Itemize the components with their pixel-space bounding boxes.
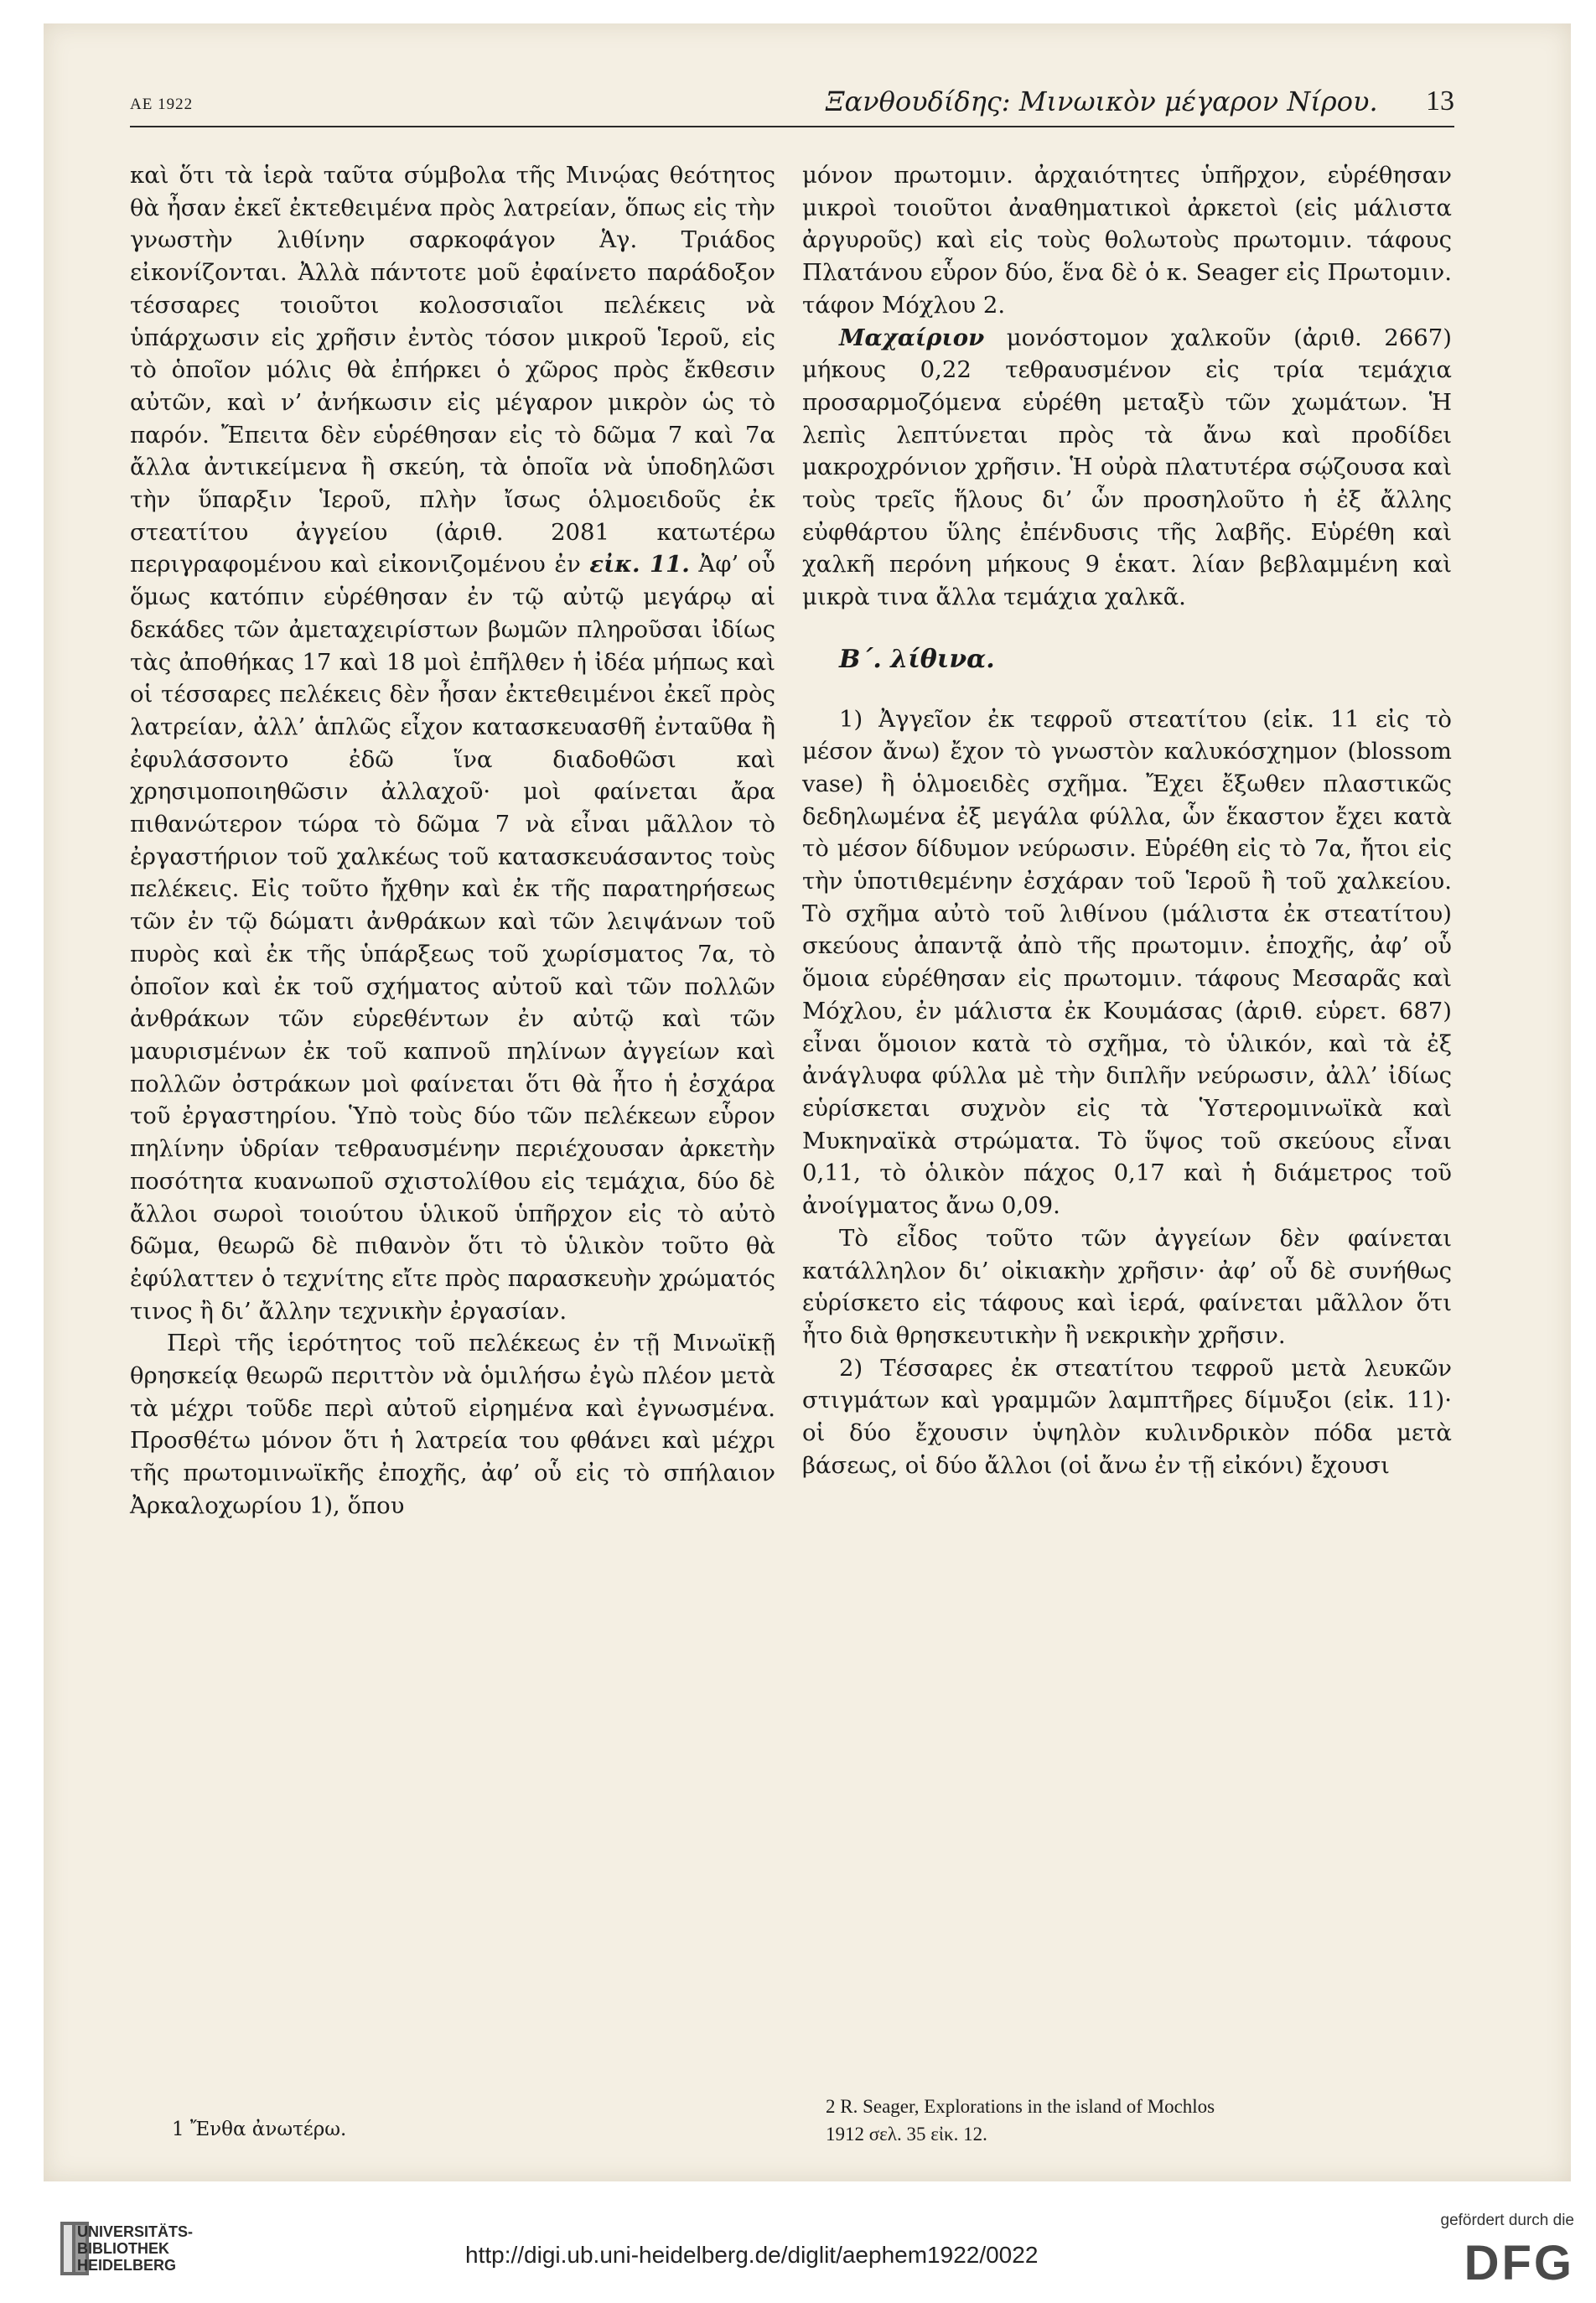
dfg-logo: DFG: [1464, 2236, 1574, 2290]
knife-description: μονόστομον χαλκοῦν (ἀριθ. 2667) μήκους 0,22 τεθραυσμένον εἰς τρία τεμάχια προσαρμοζόμενα εὑρέθη μεταξὺ τῶν χωμάτων. Ἡ λεπὶς λεπτύνεται πρὸς τὰ ἄνω καὶ προδίδει μακροχρόνιον χρῆσιν. Ἡ οὐρὰ πλατυτέρα σῴζουσα καὶ τοὺς τρεῖς ἥλους δι’ ὧν προσηλοῦτο ἡ ἐξ ἄλλης εὐφθάρτου ὕλης ἐπένδυσις τῆς λαβῆς. Εὑρέθη καὶ χαλκῆ περόνη μήκους 9 ἑκατ. λίαν βεβλαμμένη καὶ μικρὰ τινα ἄλλα τεμάχια χαλκᾶ.: [802, 324, 1452, 611]
footnote-right-line-2: 1912 σελ. 35 εἰκ. 12.: [826, 2124, 987, 2145]
left-paragraph-2: Περὶ τῆς ἱερότητος τοῦ πελέκεως ἐν τῇ Μινωϊκῇ θρησκείᾳ θεωρῶ περιττὸν νὰ ὁμιλήσω ἐγὼ πλέον μετὰ τὰ μέχρι τοῦδε περὶ αὐτοῦ εἰρημένα καὶ ἐγνωσμένα. Προσθέτω μόνον ὅτι ἡ λατρεία του φθάνει καὶ μέχρι τῆς πρωτομινωϊκῆς ἐποχῆς, ἀφ’ οὗ εἰς τὸ σπήλαιον Ἀρκαλοχωρίου 1), ὅπου: [130, 1330, 775, 1519]
left-text-1: καὶ ὅτι τὰ ἱερὰ ταῦτα σύμβολα τῆς Μινῴας θεότητος θὰ ἦσαν ἐκεῖ ἐκτεθειμένα πρὸς λατρείαν, ὅπως εἰς τὴν γνωστὴν λιθίνην σαρκοφάγον Ἁγ. Τριάδος εἰκονίζονται. Ἀλλὰ πάντοτε μοῦ ἐφαίνετο παράδοξον τέσσαρες τοιοῦτοι κολοσσιαῖοι πελέκεις νὰ ὑπάρχωσιν εἰς χρῆσιν ἐντὸς τόσον μικροῦ Ἱεροῦ, εἰς τὸ ὁποῖον μόλις θὰ ἐπήρκει ὁ χῶρος πρὸς ἔκθεσιν αὐτῶν, καὶ ν’ ἀνήκωσιν εἰς μέγαρον μικρὸν ὡς τὸ παρόν. Ἔπειτα δὲν εὑρέθησαν εἰς τὸ δῶμα 7 καὶ 7α ἄλλα ἀντικείμενα ἢ σκεύη, τὰ ὁποῖα νὰ ὑποδηλῶσι τὴν ὕπαρξιν Ἱεροῦ, πλὴν ἴσως ὁλμοειδοῦς ἐκ στεατίτου ἀγγείου (ἀριθ. 2081 κατωτέρω περιγραφομένου καὶ εἰκονιζομένου ἐν: [130, 162, 775, 578]
footnote-left: 1 Ἔνθα ἀνωτέρω.: [172, 2119, 347, 2140]
running-title: Ξανθουδίδης: Μινωικὸν μέγαρον Νίρου.: [826, 86, 1378, 117]
footnote-right: [826, 2093, 1463, 2148]
figure-reference: εἰκ. 11.: [589, 551, 690, 578]
right-paragraph-3: 1) Ἀγγεῖον ἐκ τεφροῦ στεατίτου (εἰκ. 11 εἰς τὸ μέσον ἄνω) ἔχον τὸ γνωστὸν καλυκόσχημον (blossom vase) ἢ ὁλμοειδὲς σχῆμα. Ἔχει ἔξωθεν πλαστικῶς δεδηλωμένα ἐξ μεγάλα φύλλα, ὧν ἕκαστον ἔχει κατὰ τὸ μέσον δίδυμον νεύρωσιν. Εὑρέθη εἰς τὸ 7α, ἤτοι εἰς τὴν ὑποτιθεμένην ἐσχάραν τοῦ Ἱεροῦ ἢ τοῦ χαλκείου. Τὸ σχῆμα αὐτὸ τοῦ λιθίνου (μάλιστα ἐκ στεατίτου) σκεύους ἀπαντᾷ ἀπὸ τῆς πρωτομιν. ἐποχῆς, ἀφ’ οὗ ὅμοια εὑρέθησαν εἰς πρωτομιν. τάφους Μεσαρᾶς καὶ Μόχλου, ἐν μάλιστα ἐκ Κουμάσας (ἀριθ. εὑρετ. 687) εἶναι ὅμοιον κατὰ τὸ σχῆμα, τὸ ὑλικόν, καὶ τὰ ἐξ ἀνάγλυφα φύλλα μὲ τὴν διπλῆν νεύρωσιν, ἀλλ’ ἰδίως εὑρίσκεται συχνὸν εἰς τὰ Ὑστερομινωϊκὰ καὶ Μυκηναϊκὰ στρώματα. Τὸ ὕψος τοῦ σκεύους εἶναι 0,11, τὸ ὁλικὸν πάχος 0,17 καὶ ἡ διάμετρος τοῦ ἀνοίγματος ἄνω 0,09.: [802, 705, 1452, 1220]
left-paragraph-1: [130, 159, 775, 1327]
header-rule: [130, 126, 1454, 127]
right-paragraph-4: Τὸ εἶδος τοῦτο τῶν ἀγγείων δὲν φαίνεται κατάλληλον δι’ οἰκιακὴν χρῆσιν· ἀφ’ οὗ δὲ συνήθως εὑρίσκετο εἰς τάφους καὶ ἱερά, φαίνεται μᾶλλον ὅτι ἦτο διὰ θρησκευτικὴν ἢ νεκρικὴν χρῆσιν.: [802, 1224, 1452, 1349]
right-paragraph-2: [802, 322, 1452, 614]
library-name: UNIVERSITÄTS- BIBLIOTHEK HEIDELBERG: [77, 2223, 194, 2274]
right-paragraph-1: μόνον πρωτομιν. ἀρχαιότητες ὑπῆρχον, εὑρέθησαν μικροὶ τοιοῦτοι ἀναθηματικοὶ ἀρκετοὶ (εἰς μάλιστα ἀργυροῦς) καὶ εἰς τοὺς θολωτοὺς πρωτομιν. τάφους Πλατάνου εὗρον δύο, ἕνα δὲ ὁ κ. Seager εἰς Πρωτομιν. τάφον Μόχλου 2.: [802, 162, 1452, 319]
footer-bar: [0, 2181, 1596, 2303]
item-heading-knife: Μαχαίριον: [839, 324, 985, 351]
page-number: 13: [1426, 86, 1454, 117]
left-text-2: Ἀφ’ οὗ ὅμως κατόπιν εὑρέθησαν ἐν τῷ αὐτῷ μεγάρῳ αἱ δεκάδες τῶν ἀμεταχειρίστων βωμῶν πληροῦσαι ἰδίως τὰς ἀποθήκας 17 καὶ 18 μοὶ ἐπῆλθεν ἡ ἰδέα μήπως καὶ οἱ τέσσαρες πελέκεις δὲν ἦσαν ἐκτεθειμένοι ἐκεῖ πρὸς λατρείαν, ἀλλ’ ἁπλῶς εἶχον κατασκευασθῆ ἐνταῦθα ἢ ἐφυλάσσοντο ἐδῶ ἵνα διαδοθῶσι καὶ χρησιμοποιηθῶσιν ἀλλαχοῦ· μοὶ φαίνεται ἄρα πιθανώτερον τώρα τὸ δῶμα 7 νὰ εἶναι μᾶλλον τὸ ἐργαστήριον τοῦ χαλκέως τοῦ κατασκευάσαντος τοὺς πελέκεις. Εἰς τοῦτο ἤχθην καὶ ἐκ τῆς παρατηρήσεως τῶν ἐν τῷ δώματι ἀνθράκων καὶ τῶν λειψάνων τοῦ πυρὸς καὶ ἐκ τῆς ὑπάρξεως τοῦ χωρίσματος 7α, τὸ ὁποῖον καὶ ἐκ τοῦ σχήματος αὐτοῦ καὶ τῶν πολλῶν ἀνθράκων τῶν εὑρεθέντων ἐν αὐτῷ καὶ τῶν μαυρισμένων ἐκ τοῦ καπνοῦ πηλίνων ἀγγείων καὶ πολλῶν ὀστράκων μοὶ φαίνεται ὅτι θὰ ἦτο ἡ ἐσχάρα τοῦ ἐργαστηρίου. Ὑπὸ τοὺς δύο τῶν πελέκεων εὗρον πηλίνην ὑδρίαν τεθραυσμένην περιέχουσαν ἀρκετὴν ποσότητα κυανωποῦ σχιστολίθου εἰς τεμάχια, δύο δὲ ἄλλοι σωροὶ τοιούτου ὑλικοῦ ὑπῆρχον εἰς τὸ αὐτὸ δῶμα, θεωρῶ δὲ πιθανὸν ὅτι τὸ ὑλικὸν τοῦτο θὰ ἐφύλαττεν ὁ τεχνίτης εἴτε πρὸς παρασκευὴν χρώματός τινος ἢ δι’ ἄλλην τεχνικὴν ἐργασίαν.: [130, 551, 775, 1325]
section-heading: Β΄. λίθινα.: [839, 644, 995, 674]
funded-by-label: gefördert durch die: [1440, 2212, 1574, 2229]
permalink[interactable]: http://digi.ub.uni-heidelberg.de/diglit/aephem1922/0022: [465, 2242, 1039, 2268]
right-column: [802, 159, 1452, 1481]
left-column: [130, 159, 775, 1522]
journal-year: ΑΕ 1922: [130, 96, 194, 113]
footnote-right-line-1: 2 R. Seager, Explorations in the island of Mochlos: [826, 2096, 1215, 2117]
running-header: [130, 86, 1454, 129]
right-paragraph-5: 2) Τέσσαρες ἐκ στεατίτου τεφροῦ μετὰ λευκῶν στιγμάτων καὶ γραμμῶν λαμπτῆρες δίμυξοι (εἰκ. 11)· οἱ δύο ἔχουσιν ὑψηλὸν κυλινδρικὸν πόδα μετὰ βάσεως, οἱ δύο ἄλλοι (οἱ ἄνω ἐν τῇ εἰκόνι) ἔχουσι: [802, 1354, 1452, 1479]
